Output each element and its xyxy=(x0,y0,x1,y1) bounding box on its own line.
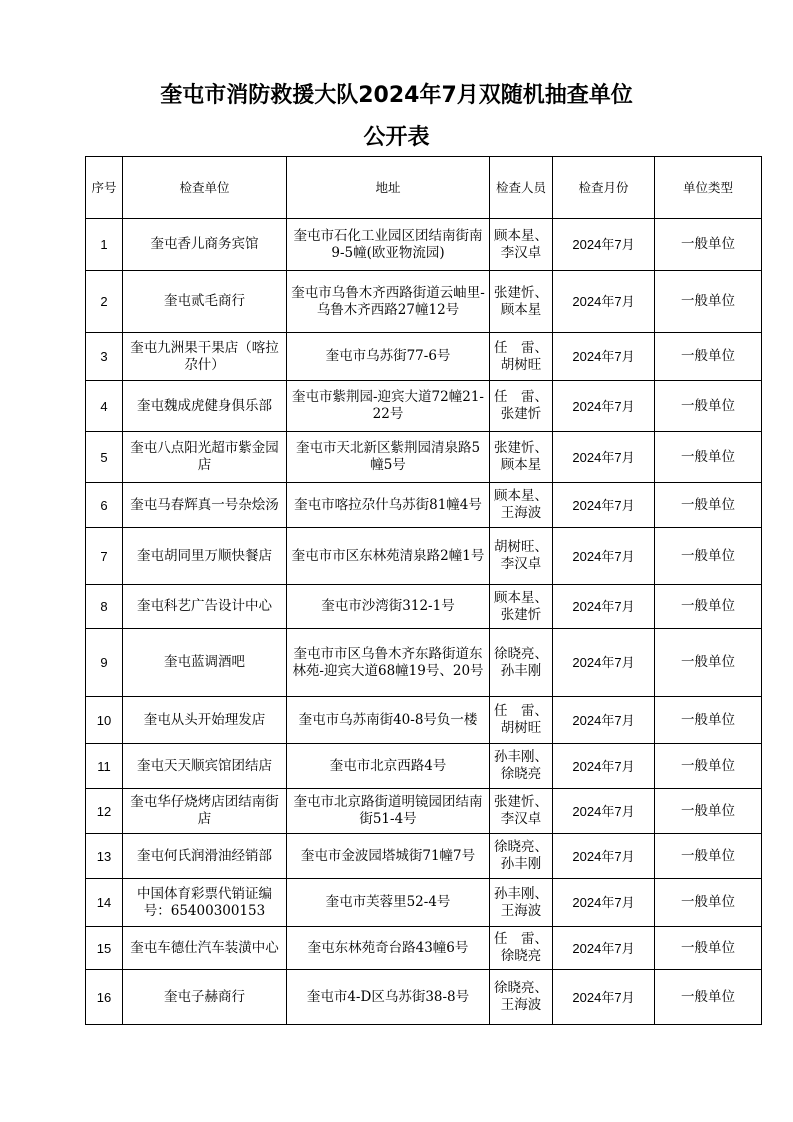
table-row xyxy=(86,879,762,927)
cell-unit: 奎屯马春辉真一号杂烩汤 xyxy=(123,483,287,528)
table-row xyxy=(86,333,762,381)
cell-seq: 7 xyxy=(86,528,123,585)
cell-seq: 6 xyxy=(86,483,123,528)
cell-address: 奎屯市芙蓉里52-4号 xyxy=(287,879,490,927)
cell-unit: 奎屯蓝调酒吧 xyxy=(123,629,287,697)
cell-unit: 奎屯八点阳光超市紫金园店 xyxy=(123,432,287,483)
table-row xyxy=(86,834,762,879)
cell-unit: 奎屯魏成虎健身俱乐部 xyxy=(123,381,287,432)
cell-inspectors: 顾本星、王海波 xyxy=(490,483,553,528)
cell-unit: 奎屯何氏润滑油经销部 xyxy=(123,834,287,879)
table-row xyxy=(86,432,762,483)
cell-unit: 奎屯天天顺宾馆团结店 xyxy=(123,744,287,789)
cell-type: 一般单位 xyxy=(655,271,762,333)
cell-seq: 5 xyxy=(86,432,123,483)
header-month: 检查月份 xyxy=(553,157,655,219)
cell-type: 一般单位 xyxy=(655,381,762,432)
table-row xyxy=(86,528,762,585)
cell-month: 2024年7月 xyxy=(553,432,655,483)
table-row xyxy=(86,271,762,333)
cell-seq: 11 xyxy=(86,744,123,789)
cell-type: 一般单位 xyxy=(655,219,762,271)
table-row xyxy=(86,381,762,432)
cell-type: 一般单位 xyxy=(655,697,762,744)
cell-inspectors: 徐晓亮、孙丰刚 xyxy=(490,629,553,697)
cell-month: 2024年7月 xyxy=(553,834,655,879)
cell-inspectors: 张建忻、顾本星 xyxy=(490,432,553,483)
document-title: 奎屯市消防救援大队2024年7月双随机抽查单位 xyxy=(160,83,633,108)
cell-month: 2024年7月 xyxy=(553,789,655,834)
cell-seq: 8 xyxy=(86,585,123,629)
cell-address: 奎屯市乌苏南街40-8号负一楼 xyxy=(287,697,490,744)
table-row xyxy=(86,483,762,528)
cell-month: 2024年7月 xyxy=(553,744,655,789)
header-inspectors: 检查人员 xyxy=(490,157,553,219)
cell-inspectors: 顾本星、李汉卓 xyxy=(490,219,553,271)
cell-type: 一般单位 xyxy=(655,834,762,879)
cell-inspectors: 任 雷、张建忻 xyxy=(490,381,553,432)
cell-month: 2024年7月 xyxy=(553,528,655,585)
table-row xyxy=(86,629,762,697)
cell-address: 奎屯市石化工业园区团结南街南9-5幢(欧亚物流园) xyxy=(287,219,490,271)
cell-inspectors: 孙丰刚、王海波 xyxy=(490,879,553,927)
cell-address: 奎屯市4-D区乌苏街38-8号 xyxy=(287,970,490,1025)
cell-seq: 4 xyxy=(86,381,123,432)
table-row xyxy=(86,697,762,744)
cell-address: 奎屯市北京路街道明镜园团结南街51-4号 xyxy=(287,789,490,834)
cell-seq: 13 xyxy=(86,834,123,879)
cell-inspectors: 顾本星、张建忻 xyxy=(490,585,553,629)
cell-seq: 15 xyxy=(86,927,123,970)
cell-month: 2024年7月 xyxy=(553,697,655,744)
cell-seq: 2 xyxy=(86,271,123,333)
table-row xyxy=(86,789,762,834)
cell-unit: 奎屯胡同里万顺快餐店 xyxy=(123,528,287,585)
table-row xyxy=(86,219,762,271)
header-unit: 检查单位 xyxy=(123,157,287,219)
cell-address: 奎屯市北京西路4号 xyxy=(287,744,490,789)
cell-address: 奎屯东林苑奇台路43幢6号 xyxy=(287,927,490,970)
cell-address: 奎屯市金波园塔城街71幢7号 xyxy=(287,834,490,879)
cell-unit: 奎屯科艺广告设计中心 xyxy=(123,585,287,629)
cell-type: 一般单位 xyxy=(655,432,762,483)
table-row xyxy=(86,585,762,629)
cell-unit: 奎屯车德仕汽车装潢中心 xyxy=(123,927,287,970)
cell-address: 奎屯市乌苏街77-6号 xyxy=(287,333,490,381)
cell-inspectors: 张建忻、顾本星 xyxy=(490,271,553,333)
cell-month: 2024年7月 xyxy=(553,879,655,927)
cell-unit: 奎屯贰毛商行 xyxy=(123,271,287,333)
cell-type: 一般单位 xyxy=(655,744,762,789)
cell-inspectors: 徐晓亮、王海波 xyxy=(490,970,553,1025)
cell-seq: 10 xyxy=(86,697,123,744)
cell-unit: 奎屯九洲果干果店（喀拉尕什） xyxy=(123,333,287,381)
cell-type: 一般单位 xyxy=(655,927,762,970)
cell-inspectors: 任 雷、徐晓亮 xyxy=(490,927,553,970)
cell-seq: 14 xyxy=(86,879,123,927)
cell-type: 一般单位 xyxy=(655,789,762,834)
cell-type: 一般单位 xyxy=(655,333,762,381)
cell-month: 2024年7月 xyxy=(553,483,655,528)
cell-type: 一般单位 xyxy=(655,528,762,585)
cell-seq: 3 xyxy=(86,333,123,381)
cell-unit: 奎屯子赫商行 xyxy=(123,970,287,1025)
cell-address: 奎屯市天北新区紫荆园清泉路5幢5号 xyxy=(287,432,490,483)
table-body xyxy=(86,219,762,1025)
cell-inspectors: 孙丰刚、徐晓亮 xyxy=(490,744,553,789)
cell-type: 一般单位 xyxy=(655,879,762,927)
cell-month: 2024年7月 xyxy=(553,219,655,271)
cell-month: 2024年7月 xyxy=(553,629,655,697)
cell-address: 奎屯市市区乌鲁木齐东路街道东林苑-迎宾大道68幢19号、20号 xyxy=(287,629,490,697)
table-row xyxy=(86,970,762,1025)
cell-seq: 1 xyxy=(86,219,123,271)
cell-seq: 12 xyxy=(86,789,123,834)
cell-type: 一般单位 xyxy=(655,483,762,528)
cell-unit: 奎屯华仔烧烤店团结南街店 xyxy=(123,789,287,834)
header-seq: 序号 xyxy=(86,157,123,219)
inspection-table xyxy=(85,156,762,1025)
cell-unit: 奎屯香儿商务宾馆 xyxy=(123,219,287,271)
cell-inspectors: 任 雷、胡树旺 xyxy=(490,697,553,744)
cell-unit: 奎屯从头开始理发店 xyxy=(123,697,287,744)
cell-inspectors: 徐晓亮、孙丰刚 xyxy=(490,834,553,879)
cell-month: 2024年7月 xyxy=(553,970,655,1025)
cell-seq: 9 xyxy=(86,629,123,697)
cell-inspectors: 胡树旺、李汉卓 xyxy=(490,528,553,585)
cell-address: 奎屯市市区东林苑清泉路2幢1号 xyxy=(287,528,490,585)
cell-month: 2024年7月 xyxy=(553,927,655,970)
header-address: 地址 xyxy=(287,157,490,219)
cell-type: 一般单位 xyxy=(655,629,762,697)
cell-type: 一般单位 xyxy=(655,970,762,1025)
cell-month: 2024年7月 xyxy=(553,585,655,629)
document-subtitle: 公开表 xyxy=(363,125,430,150)
cell-inspectors: 任 雷、胡树旺 xyxy=(490,333,553,381)
cell-unit: 中国体育彩票代销证编号：65400300153 xyxy=(123,879,287,927)
cell-month: 2024年7月 xyxy=(553,271,655,333)
table-header-row xyxy=(86,157,762,219)
cell-seq: 16 xyxy=(86,970,123,1025)
cell-address: 奎屯市喀拉尕什乌苏街81幢4号 xyxy=(287,483,490,528)
table-row xyxy=(86,927,762,970)
cell-month: 2024年7月 xyxy=(553,333,655,381)
cell-address: 奎屯市沙湾街312-1号 xyxy=(287,585,490,629)
cell-type: 一般单位 xyxy=(655,585,762,629)
cell-month: 2024年7月 xyxy=(553,381,655,432)
table-row xyxy=(86,744,762,789)
cell-address: 奎屯市紫荆园-迎宾大道72幢21-22号 xyxy=(287,381,490,432)
cell-inspectors: 张建忻、李汉卓 xyxy=(490,789,553,834)
header-type: 单位类型 xyxy=(655,157,762,219)
cell-address: 奎屯市乌鲁木齐西路街道云岫里-乌鲁木齐西路27幢12号 xyxy=(287,271,490,333)
